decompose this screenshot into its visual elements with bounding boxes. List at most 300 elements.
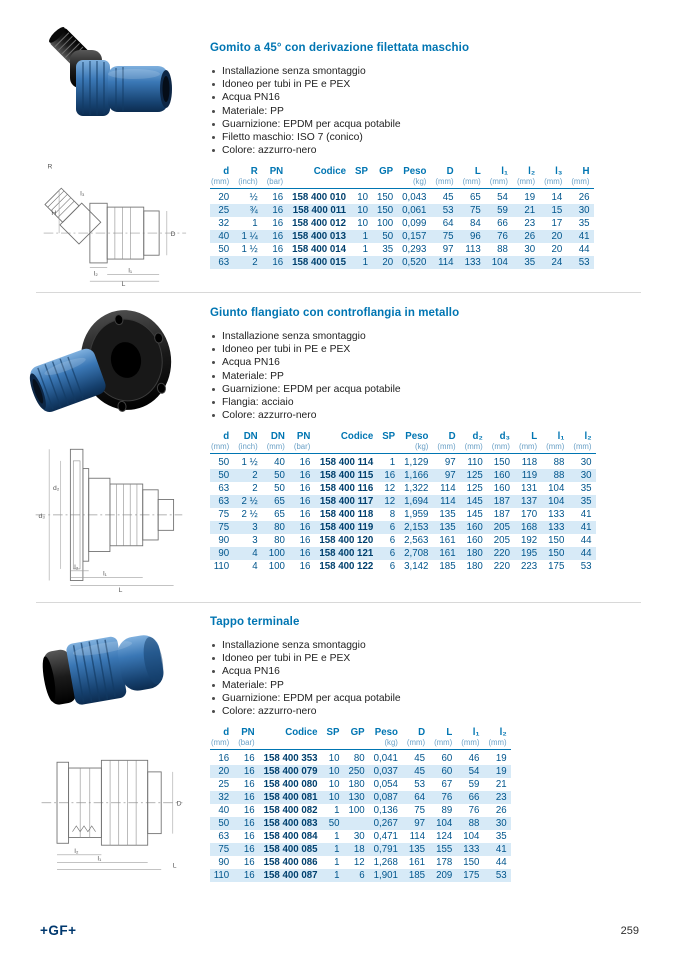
cell: 80	[274, 535, 285, 547]
cell: 137	[520, 496, 538, 508]
dim-label: L	[121, 281, 126, 286]
cell: 40	[218, 231, 230, 243]
cell: 30	[580, 470, 592, 482]
cell: 90	[218, 548, 230, 560]
cell: 135	[408, 844, 426, 856]
cell: 20	[218, 766, 230, 778]
cell: 20	[551, 244, 563, 256]
column-unit	[259, 738, 322, 750]
dim-label: l₁	[103, 570, 107, 578]
cell: 53	[414, 779, 426, 791]
cell: 19	[524, 192, 536, 204]
dim-label: l₁	[128, 267, 133, 275]
cell: 1,959	[404, 509, 429, 521]
cell: 35	[524, 257, 536, 269]
cell: 15	[551, 205, 563, 217]
cell: 76	[468, 805, 480, 817]
cell: 50	[328, 818, 340, 830]
column-header: l₂	[528, 166, 536, 178]
technical-drawing-elbow-45	[30, 134, 194, 286]
cell: 50	[274, 483, 285, 495]
cell: 10	[328, 766, 340, 778]
column-unit: (mm)	[567, 177, 594, 189]
dim-label: l₂	[74, 563, 79, 571]
cell: 114	[438, 257, 454, 269]
cell: 100	[376, 218, 394, 230]
column-header: R	[250, 166, 258, 178]
cell: 63	[218, 831, 230, 843]
bullet-text: Guarnizione: EPDM per acqua potabile	[222, 692, 401, 704]
table-row	[210, 534, 596, 547]
cell: 185	[408, 870, 426, 882]
column-header: Codice	[313, 166, 347, 178]
cell: 161	[408, 857, 426, 869]
column-header: d	[223, 727, 230, 739]
cell: 16	[243, 870, 255, 882]
cell: 2,153	[404, 522, 429, 534]
cell: 130	[348, 792, 365, 804]
cell: 50	[218, 818, 230, 830]
cell: 65	[274, 509, 285, 521]
technical-drawing-end-cap	[30, 718, 194, 874]
column-unit: (mm)	[431, 177, 458, 189]
cell: 23	[524, 218, 536, 230]
column-unit: (mm)	[460, 442, 487, 454]
cell: 133	[548, 522, 565, 534]
column-header: d₂	[472, 431, 483, 443]
cell: 44	[580, 535, 592, 547]
column-header: SP	[326, 727, 340, 739]
table-row	[210, 560, 596, 573]
cell: 89	[441, 805, 453, 817]
column-unit: (mm)	[457, 738, 484, 750]
cell: 16	[272, 231, 284, 243]
cell: 100	[268, 548, 285, 560]
dim-label: d₃	[38, 512, 46, 520]
cell: 45	[414, 753, 426, 765]
cell: 6	[389, 561, 396, 573]
cell: 180	[466, 561, 483, 573]
cell	[344, 817, 369, 830]
dim-label: l₃	[80, 190, 85, 198]
cell: 0,267	[373, 818, 398, 830]
column-unit: (mm)	[514, 442, 541, 454]
cell: 1	[334, 831, 340, 843]
cell: 90	[218, 857, 230, 869]
column-header: l₁	[472, 727, 480, 739]
column-header: PN	[296, 431, 311, 443]
bullet-text: Installazione senza smontaggio	[222, 66, 366, 77]
cell: 187	[493, 496, 510, 508]
cell: 16	[243, 805, 255, 817]
cell: 16	[272, 218, 284, 230]
cell: 10	[357, 192, 368, 204]
bullet-item	[210, 78, 665, 91]
cell: 30	[495, 818, 507, 830]
table-row	[210, 508, 596, 521]
bullet-text: Materiale: PP	[222, 105, 284, 117]
dim-label: D	[176, 800, 182, 808]
cell: 133	[548, 509, 565, 521]
cell: 0,157	[402, 231, 427, 243]
cell: 16	[299, 483, 311, 495]
bullet-marker-icon	[212, 375, 215, 378]
cell: 16	[243, 753, 255, 765]
cell: 40	[218, 805, 230, 817]
bullet-item	[210, 343, 665, 356]
cell: 88	[468, 818, 480, 830]
table-row	[210, 469, 596, 482]
article-code: 158 400 082	[263, 805, 318, 817]
cell: 131	[520, 483, 538, 495]
cell: 160	[493, 483, 510, 495]
cell: 125	[466, 483, 483, 495]
bullet-marker-icon	[212, 123, 215, 126]
cell: 75	[218, 844, 230, 856]
article-code: 158 400 117	[319, 496, 374, 508]
cell: 114	[440, 483, 456, 495]
bullet-item	[210, 118, 665, 131]
cell: 16	[243, 818, 255, 830]
cell: 96	[469, 231, 481, 243]
article-code: 158 400 086	[263, 857, 318, 869]
cell: 145	[466, 496, 483, 508]
column-header: Codice	[285, 727, 318, 739]
bullet-text: Installazione senza smontaggio	[222, 640, 366, 651]
cell: 75	[469, 205, 481, 217]
cell: 195	[520, 548, 538, 560]
cell: 1	[362, 231, 368, 243]
cell: 104	[491, 257, 508, 269]
column-unit: (mm)	[542, 442, 569, 454]
cell: 0,136	[373, 805, 398, 817]
column-unit: (mm)	[458, 177, 485, 189]
column-unit: (mm)	[512, 177, 539, 189]
dim-label: R	[47, 163, 53, 171]
cell: 16	[272, 244, 284, 256]
cell: 135	[439, 522, 456, 534]
bullet-marker-icon	[212, 697, 215, 700]
dim-label: D	[170, 230, 176, 238]
cell: 90	[218, 535, 230, 547]
cell: 1,322	[404, 483, 429, 495]
bullet-item	[210, 65, 665, 78]
table-row	[210, 817, 511, 830]
cell: 41	[578, 231, 590, 243]
cell: 35	[495, 831, 507, 843]
table-row	[210, 547, 596, 560]
cell: 110	[213, 561, 230, 573]
column-unit: (bar)	[234, 738, 259, 750]
article-code: 158 400 087	[263, 870, 318, 882]
table-row	[210, 243, 594, 256]
cell: 0,054	[373, 779, 398, 791]
cell: 1	[334, 844, 340, 856]
cell: 53	[495, 870, 507, 882]
article-code: 158 400 084	[263, 831, 318, 843]
column-unit: (bar)	[262, 177, 287, 189]
cell: 1 ½	[241, 244, 258, 256]
cell: 110	[467, 457, 483, 469]
cell: 118	[521, 457, 538, 469]
column-header: l₃	[555, 166, 563, 178]
dim-label: d₂	[53, 484, 60, 492]
cell: 10	[328, 779, 340, 791]
cell: 170	[520, 509, 538, 521]
cell: 205	[493, 522, 510, 534]
column-header: L	[474, 166, 481, 178]
cell: 2,708	[404, 548, 429, 560]
cell: 76	[497, 231, 508, 243]
spec-table-end-cap	[210, 727, 511, 882]
product-photo-end-cap	[36, 616, 181, 716]
article-code: 158 400 081	[263, 792, 318, 804]
column-header: SP	[382, 431, 396, 443]
table-row	[210, 869, 511, 882]
bullet-marker-icon	[212, 401, 215, 404]
cell: 45	[414, 766, 426, 778]
cell: 32	[218, 792, 230, 804]
column-unit: (mm)	[540, 177, 567, 189]
article-code: 158 400 011	[292, 205, 347, 217]
section-divider	[36, 292, 641, 293]
bullet-marker-icon	[212, 670, 215, 673]
cell: 205	[493, 535, 510, 547]
cell: 53	[442, 205, 454, 217]
cell: 1	[334, 805, 340, 817]
cell: 75	[442, 231, 454, 243]
cell: 4	[252, 548, 258, 560]
cell: 175	[463, 870, 480, 882]
product-photo-flange	[28, 304, 180, 424]
bullet-text: Filetto maschio: ISO 7 (conico)	[222, 132, 363, 144]
column-unit: (bar)	[289, 442, 314, 454]
column-header: D	[418, 727, 426, 739]
cell: 60	[441, 766, 453, 778]
bullet-marker-icon	[212, 388, 215, 391]
cell: 16	[299, 561, 311, 573]
cell: 10	[328, 792, 340, 804]
cell: 0,471	[373, 831, 398, 843]
cell: 3,142	[404, 561, 429, 573]
cell: 40	[274, 457, 285, 469]
cell: 25	[218, 205, 230, 217]
column-header: d	[223, 431, 230, 443]
cell: 2 ½	[241, 509, 258, 521]
cell: 1	[389, 457, 396, 469]
article-code: 158 400 015	[292, 257, 347, 269]
cell: 16	[384, 470, 396, 482]
bullet-text: Idoneo per tubi in PE e PEX	[222, 79, 351, 91]
column-unit: (mm)	[210, 442, 234, 454]
cell: 25	[218, 779, 230, 791]
cell: 21	[495, 779, 507, 791]
cell: 26	[495, 805, 507, 817]
cell: 75	[218, 522, 230, 534]
column-header: Codice	[340, 431, 374, 443]
cell: 75	[414, 805, 426, 817]
cell: 63	[218, 257, 230, 269]
column-unit: (kg)	[369, 738, 402, 750]
cell: 30	[578, 205, 590, 217]
cell: 44	[495, 857, 507, 869]
dim-label: L	[118, 587, 123, 594]
article-code: 158 400 119	[319, 522, 374, 534]
cell: 53	[580, 561, 592, 573]
cell: 100	[268, 561, 285, 573]
technical-drawing-flange	[26, 430, 190, 594]
cell: 2,563	[404, 535, 429, 547]
cell: 65	[274, 496, 285, 508]
cell: 133	[464, 257, 481, 269]
column-header: Peso	[374, 727, 398, 739]
cell: 1 ¼	[241, 231, 258, 243]
article-code: 158 400 116	[319, 483, 374, 495]
feature-list	[210, 65, 665, 157]
section-title: Gomito a 45° con derivazione filettata maschio	[210, 42, 470, 54]
cell: 20	[382, 257, 394, 269]
cell: 10	[357, 205, 368, 217]
cell: 60	[441, 753, 453, 765]
dim-label: H	[51, 209, 57, 217]
section-flanged-joint	[0, 300, 677, 602]
cell: 41	[495, 844, 507, 856]
cell: 0,520	[402, 257, 427, 269]
column-header: D	[448, 431, 456, 443]
cell: 0,087	[373, 792, 398, 804]
section-end-cap	[0, 610, 677, 910]
dim-label: l₁	[97, 855, 102, 863]
cell: 88	[553, 457, 565, 469]
cell: 110	[213, 870, 230, 882]
cell: 160	[493, 470, 510, 482]
cell: 50	[218, 244, 230, 256]
cell: 135	[439, 509, 456, 521]
cell: 16	[299, 509, 311, 521]
article-code: 158 400 083	[263, 818, 318, 830]
column-header: l₁	[501, 166, 508, 178]
article-code: 158 400 121	[319, 548, 374, 560]
cell: 1	[334, 870, 340, 882]
cell: 16	[243, 779, 255, 791]
unit-row	[210, 738, 511, 750]
cell: 6	[389, 548, 396, 560]
cell: 65	[469, 192, 481, 204]
cell: 88	[553, 470, 565, 482]
bullet-item	[210, 409, 665, 422]
bullet-text: Colore: azzurro-nero	[222, 410, 317, 422]
table-row	[210, 204, 594, 217]
column-unit	[322, 738, 344, 750]
table-row	[210, 804, 511, 817]
cell: 50	[274, 470, 285, 482]
column-unit: (inch)	[234, 177, 263, 189]
cell: 145	[466, 509, 483, 521]
cell: 104	[436, 818, 453, 830]
table-row	[210, 843, 511, 856]
table-row	[210, 189, 594, 205]
cell: 150	[376, 192, 394, 204]
cell: 16	[243, 857, 255, 869]
cell: 97	[444, 457, 456, 469]
cell: 2	[252, 470, 258, 482]
cell: 19	[495, 753, 507, 765]
cell: 6	[389, 535, 396, 547]
cell: 113	[465, 244, 481, 256]
dim-label: l₂	[93, 270, 98, 278]
bullet-marker-icon	[212, 136, 215, 139]
cell: 0,041	[373, 753, 398, 765]
cell: 16	[299, 496, 311, 508]
cell: 133	[463, 844, 480, 856]
cell: 16	[272, 192, 284, 204]
bullet-item	[210, 639, 665, 652]
column-header: l₂	[584, 431, 592, 443]
cell: 185	[439, 561, 456, 573]
column-header: PN	[241, 727, 255, 739]
table-row	[210, 830, 511, 843]
bullet-text: Materiale: PP	[222, 370, 284, 382]
cell: 16	[272, 205, 284, 217]
cell: 104	[463, 831, 480, 843]
cell: 97	[442, 244, 454, 256]
cell: 250	[348, 766, 365, 778]
column-header: d₃	[499, 431, 510, 443]
cell: 16	[299, 522, 311, 534]
cell: 104	[548, 496, 565, 508]
article-code: 158 400 013	[292, 231, 347, 243]
cell: 16	[299, 548, 311, 560]
cell: 16	[243, 766, 255, 778]
cell: 10	[357, 218, 368, 230]
cell: 41	[580, 509, 592, 521]
cell: 53	[578, 257, 590, 269]
column-header: GP	[379, 166, 394, 178]
column-header: H	[582, 166, 590, 178]
column-unit: (mm)	[433, 442, 460, 454]
feature-list	[210, 330, 665, 422]
cell: 45	[442, 192, 454, 204]
cell: 0,043	[402, 192, 427, 204]
cell: 18	[353, 844, 365, 856]
column-unit: (mm)	[487, 442, 514, 454]
cell: 1,129	[404, 457, 429, 469]
cell: 88	[497, 244, 508, 256]
column-header: PN	[269, 166, 284, 178]
cell: 1,694	[404, 496, 429, 508]
table-row	[210, 778, 511, 791]
cell: 12	[384, 483, 396, 495]
cell: 12	[384, 496, 396, 508]
cell: 16	[299, 457, 311, 469]
cell: 59	[468, 779, 480, 791]
bullet-text: Idoneo per tubi in PE e PEX	[222, 653, 351, 665]
table-row	[210, 495, 596, 508]
bullet-marker-icon	[212, 110, 215, 113]
cell: 35	[580, 483, 592, 495]
cell: 220	[493, 548, 510, 560]
bullet-marker-icon	[212, 657, 215, 660]
cell: 30	[580, 457, 592, 469]
cell: 0,293	[402, 244, 427, 256]
cell: 63	[218, 496, 230, 508]
bullet-item	[210, 105, 665, 118]
cell: 192	[520, 535, 538, 547]
cell: 168	[520, 522, 538, 534]
bullet-item	[210, 91, 665, 104]
table-row	[210, 482, 596, 495]
cell: 155	[436, 844, 453, 856]
